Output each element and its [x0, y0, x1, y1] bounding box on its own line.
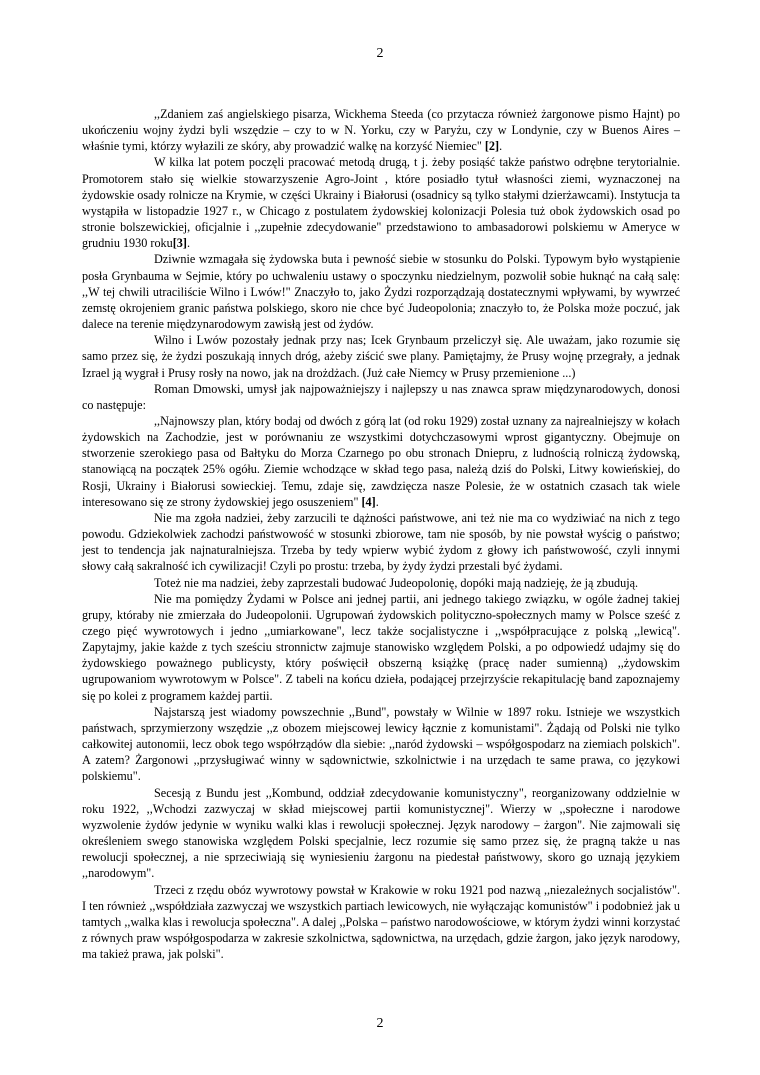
paragraph-text: ,,Zdaniem zaś angielskiego pisarza, Wickhema Steeda (co przytacza również żargonowe pismo Hajnt) po ukończeniu wojny żydzi byli wszędzie – czy to w N. Yorku, czy w Paryżu, czy w Londynie, czy w Buenos Aires – właśnie tymi, którzy wyłazili ze skóry, aby prowadzić walkę na korzyść Niemiec" — [82, 107, 680, 154]
paragraph-text: Roman Dmowski, umysł jak najpoważniejszy i najlepszy u nas znawca spraw międzynarodowych, donosi co następuje: — [82, 381, 680, 412]
paragraph-tail: . — [375, 494, 379, 509]
footnote-ref[interactable]: [2] — [484, 139, 500, 154]
page-number-top: 2 — [376, 46, 384, 61]
paragraph-tail: . — [186, 236, 190, 251]
paragraph — [82, 575, 680, 591]
footnote-ref[interactable]: [3] — [172, 236, 187, 251]
paragraph-text: Secesją z Bundu jest ,,Kombund, oddział zdecydowanie komunistyczny", reorganizowany oddzielnie w roku 1922, ,,Wchodzi zazwyczaj w skład miejscowej partii komunistycznej". Wierzy w ,,społeczne i narodowe wyzwolenie żydów jedynie w wyniku walki klas i rewolucji społecznej. Język narodowy – żargon". Nie zajmowali się określeniem swego stanowiska względem Polski specjalnie, lecz rozumie się samo przez się, że pragną także u nas rewolucji społecznej, a nie sprzeciwiają się wyniesieniu żargonu na piedestał państwowy, skoro go uznają językiem ,,narodowym". — [82, 785, 680, 881]
paragraph — [82, 332, 680, 380]
paragraph-text: Wilno i Lwów pozostały jednak przy nas; Icek Grynbaum przeliczył się. Ale uważam, jako rozumie się samo przez się, że żydzi poszukają innych dróg, ażeby ziścić swe plany. Pamiętajmy, że Prusy wojnę przegrały, a jednak Izrael ją wygrał i Prusy rosły na nowo, jak na drożdżach. (Już całe Niemcy w Prusy przemienione ...) — [82, 333, 680, 380]
paragraph — [82, 106, 680, 154]
paragraph-text: Trzeci z rzędu obóz wywrotowy powstał w Krakowie w roku 1921 pod nazwą ,,niezależnych socjalistów". I ten również ,,współdziała zazwyczaj we wszystkich partiach lewicowych, nie wyłączając komunistów" i podobnież jak u tamtych ,,walka klas i rewolucja społeczna". A dalej ,,Polska – państwo narodowościowe, w którym żydzi winni korzystać z równych praw współgospodarza w zakresie szkolnictwa, sądownictwa, na urzędach, gdzie żargon, jako język narodowy, ma takież prawa, jak polski". — [82, 882, 680, 962]
paragraph-text: Nie ma zgoła nadziei, żeby zarzucili te dążności państwowe, ani też nie ma co wydziwiać na nich z tego powodu. Gdziekolwiek zachodzi państwowość w stosunki zbiorowe, tam nie sposób, by nie powstał wyścig o państwo; jest to tendencja jak najnaturalniejsza. Trzeba by tedy wpierw wybić żydom z głowy ich państwowość, czyli innymi słowy całą sakralność ich cywilizacji! Czyli po prostu: trzeba, by żydy żydzi przestali być żydami. — [82, 510, 680, 574]
footnote-ref[interactable]: [4] — [361, 494, 376, 509]
paragraph-text: Toteż nie ma nadziei, żeby zaprzestali budować Judeopolonię, dopóki mają nadzieję, że ją zbudują. — [154, 575, 639, 590]
paragraph — [82, 510, 680, 575]
paragraph-text: Nie ma pomiędzy Żydami w Polsce ani jednej partii, ani jednego takiego związku, w ogóle żadnej takiej grupy, któraby nie zmierzała do Judeopolonii. Ugrupowań żydowskich polityczno-społecznych mamy w Polsce sześć z czego pięć wywrotowych i jedno ,,umiarkowane", lecz także socjalistyczne i ,,współpracujące z polską ,,lewicą". Zapytajmy, jakie każde z tych sześciu stronnictw zajmuje stanowisko względem Polski, a po odpowiedź udajmy się do żydowskiego poważnego publicysty, który poświęcił obszerną książkę (pracę nader sumienną) ,,żydowskim ugrupowaniom wywrotowym w Polsce". Z tabeli na końcu dzieła, podającej przejrzyście rekapitulację band zapoznajemy się po kolei z programem każdej partii. — [82, 591, 680, 703]
page-number-bottom: 2 — [376, 1016, 384, 1031]
paragraph-text: Najstarszą jest wiadomy powszechnie ,,Bund", powstały w Wilnie w 1897 roku. Istnieje we wszystkich państwach, sprzymierzony wszędzie ,,z obozem miejscowej lewicy łącznie z komunistami". Żądają od Polski nie tylko całkowitej autonomii, lecz obok tego współrządów dla siebie: ,,naród żydowski – współgospodarz na ziemiach polskich". A zatem? Żargonowi ,,przysługiwać winny w sądownictwie, szkolnictwie i na urzędach te same prawa, co językowi polskiemu". — [82, 704, 680, 784]
paragraph — [82, 413, 680, 510]
document-body — [82, 106, 680, 962]
paragraph — [82, 154, 680, 251]
paragraph — [82, 704, 680, 785]
paragraph-text: ,,Najnowszy plan, który bodaj od dwóch z górą lat (od roku 1929) został uznany za najrealniejszy w kołach żydowskich na Zachodzie, jest w porównaniu ze wszystkimi dotychczasowymi wprost gigantyczny. Obejmuje on stworzenie szerokiego pasa od Bałtyku do Morza Czarnego po obu stronach Dniepru, z ludnością rolniczą żydowską, stanowiącą na początek 25% ogółu. Ziemie wchodzące w skład tego pasa, należą dziś do Polski, Litwy kowieńskiej, do Rosji, Ukrainy i Białorusi sowieckiej. Temu, zdaje się, zawdzięcza nasze Polesie, że w ostatnich czasach tak wiele interesowano się ze strony żydowskiej jego osuszeniem" — [82, 413, 680, 509]
paragraph — [82, 381, 680, 413]
paragraph-tail: . — [499, 139, 503, 154]
paragraph — [82, 251, 680, 332]
paragraph — [82, 882, 680, 963]
paragraph-text: Dziwnie wzmagała się żydowska buta i pewność siebie w stosunku do Polski. Typowym było wystąpienie posła Grynbauma w Sejmie, który po uchwaleniu ustawy o spoczynku niedzielnym, pozwolił sobie huknąć na całą salę: ,,W tej chwili utraciliście Wilno i Lwów!" Znaczyło to, jako Żydzi rozporządzają dostatecznymi wpływami, by wywrzeć zemstę okrojeniem granic państwa polskiego, skoro nie chce być Judeopolonia; znaczyło to, że Polska może poczuć, jak dalece na terenie międzynarodowym zawisłą jest od żydów. — [82, 252, 680, 332]
paragraph — [82, 785, 680, 882]
paragraph — [82, 591, 680, 704]
paragraph-text: W kilka lat potem poczęli pracować metodą drugą, t j. żeby posiąść także państwo odrębne terytorialnie. Promotorem stało się wielkie stowarzyszenie Agro-Joint , które posiadło tytuł własności ziemi, wyznaczonej na żydowskie osady rolnicze na Krymie, w części Ukrainy i Białorusi (osadnicy są tylko stałymi dzierżawcami). Instytucja ta wystąpiła w listopadzie 1927 r., w Chicago z postulatem żydowskiej kolonizacji Polesia tuż obok żydowskich osad po stronie bolszewickiej, oficjalnie i ,,zupełnie zdecydowanie" przedstawiono to ambasadorowi polskiemu w Ameryce w grudniu 1930 roku — [82, 155, 680, 251]
